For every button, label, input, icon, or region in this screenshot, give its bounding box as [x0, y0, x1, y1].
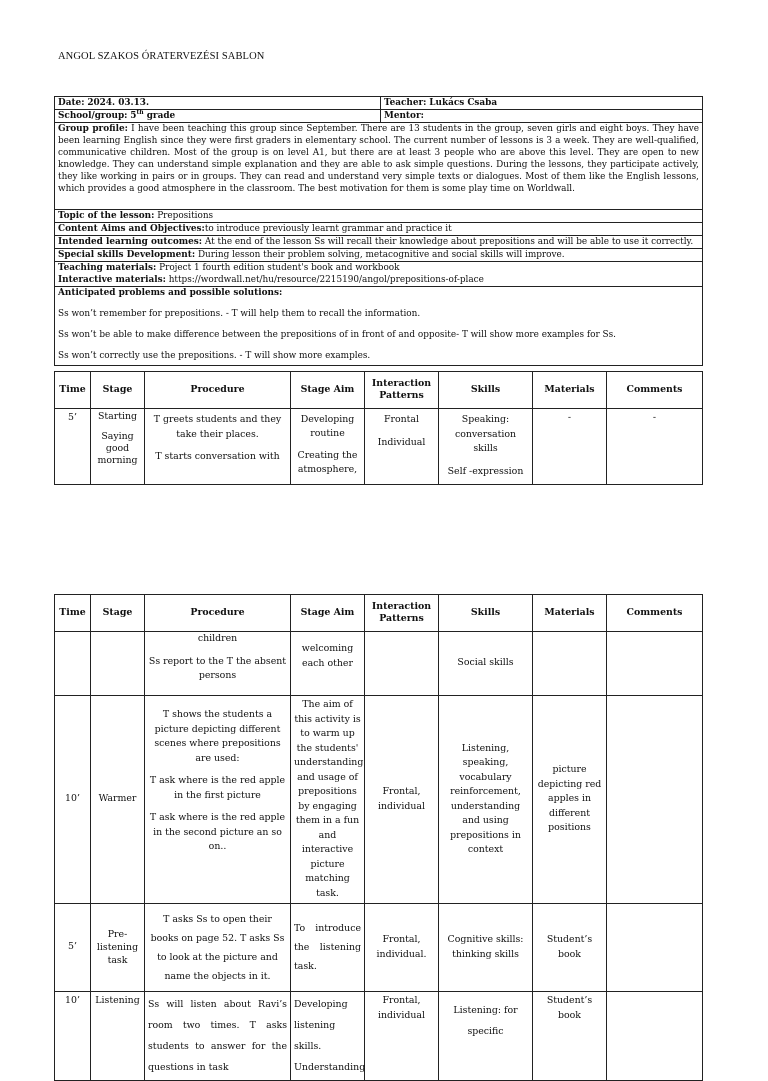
date-value: 2024. 03.13. [87, 98, 150, 108]
header-comments: Comments [607, 595, 703, 632]
cell-materials: picture depicting red apples in different positions [533, 696, 607, 904]
cell-stage-aim: The aim of this activity is to warm up the students' understanding and usage of prepositions by engaging them in a fun and interactive picture matching task. [291, 696, 365, 904]
table-header-row [55, 372, 703, 409]
teaching-materials-value: Project 1 fourth edition student's book and workbook [159, 263, 400, 273]
header-interaction: Interaction Patterns [365, 372, 439, 409]
outcomes-cell [55, 236, 703, 249]
interactive-materials-label: Interactive materials: [58, 275, 166, 285]
header-procedure: Procedure [145, 372, 291, 409]
cell-skills: Listening, speaking, vocabulary reinforcement, understanding and using prepositions in context [439, 696, 533, 904]
school-grade-suffix: th [136, 109, 144, 117]
problem-item: Ss won’t correctly use the prepositions. - T will show more examples. [58, 351, 371, 361]
cell-stage: Warmer [91, 696, 145, 904]
info-row-outcomes [55, 236, 703, 249]
cell-procedure: T asks Ss to open their books on page 52. T asks Ss to look at the picture and name the objects in it. [145, 904, 291, 992]
cell-time [55, 632, 91, 696]
cell-interaction: Frontal, individual [365, 992, 439, 1081]
special-skills-cell [55, 249, 703, 262]
cell-skills: Speaking: conversation skills Self -expression [439, 409, 533, 485]
cell-materials: Student’s book [533, 992, 607, 1081]
table-header-row [55, 595, 703, 632]
date-label: Date: [58, 98, 85, 108]
cell-procedure: Ss will listen about Ravi’s room two times. T asks students to answer for the questions in task [145, 992, 291, 1081]
cell-time: 10’ [55, 992, 91, 1081]
mentor-cell [381, 110, 703, 123]
mentor-label: Mentor: [384, 111, 424, 121]
table-row [55, 992, 703, 1081]
aims-value: to introduce previously learnt grammar and practice it [204, 224, 452, 234]
group-profile-cell [55, 123, 703, 210]
school-grade-word: grade [146, 111, 176, 121]
problems-cell [55, 287, 703, 366]
cell-stage-aim: Developing routine Creating the atmosphere, [291, 409, 365, 485]
school-cell [55, 110, 381, 123]
cell-stage-aim: To introduce the listening task. [291, 904, 365, 992]
cell-interaction: Frontal Individual [365, 409, 439, 485]
cell-stage: Listening [91, 992, 145, 1081]
cell-interaction: Frontal, individual. [365, 904, 439, 992]
table-row [55, 409, 703, 485]
cell-procedure: T shows the students a picture depicting different scenes where prepositions are used: T ask where is the red apple in the first picture T ask where is the red apple in the second picture an so on.. [145, 696, 291, 904]
aims-cell [55, 223, 703, 236]
cell-time: 5’ [55, 904, 91, 992]
aims-label: Content Aims and Objectives: [58, 224, 205, 234]
lesson-plan-table-2 [54, 594, 703, 1081]
outcomes-value: At the end of the lesson Ss will recall their knowledge about prepositions and will be able to use it correctly. [204, 237, 694, 247]
header-skills: Skills [439, 595, 533, 632]
lesson-plan-table-1 [54, 371, 703, 485]
header-materials: Materials [533, 372, 607, 409]
lesson-info-table [54, 96, 703, 366]
header-time: Time [55, 372, 91, 409]
header-stage-aim: Stage Aim [291, 595, 365, 632]
header-comments: Comments [607, 372, 703, 409]
group-profile-label: Group profile: [58, 124, 128, 134]
topic-label: Topic of the lesson: [58, 211, 155, 221]
cell-stage-aim: welcoming each other [291, 632, 365, 696]
info-row-group-profile [55, 123, 703, 210]
special-skills-value: During lesson their problem solving, metacognitive and social skills will improve. [197, 250, 565, 260]
teaching-materials-label: Teaching materials: [58, 263, 157, 273]
header-procedure: Procedure [145, 595, 291, 632]
teacher-label: Teacher: [384, 98, 427, 108]
header-time: Time [55, 595, 91, 632]
group-profile-text: I have been teaching this group since September. There are 13 students in the group, seven girls and eight boys. They have been learning English since they were first graders in elementary school. The current number of lessons is 3 a week. They are well-qualified, communicative children. Most of the group is on level A1, but there are at least 3 people who are above this level. They are open to new knowledge. They can understand simple explanation and they are able to ask simple questions. During the lessons, they participate actively, they like working in pairs or in groups. They can read and understand very simple texts or dialogues. Most of them like the English lessons, which provides a good atmosphere in the classroom. The best motivation for them is some play time on Worldwall. [58, 124, 699, 194]
cell-stage-aim: Developing listening skills. Understanding [291, 992, 365, 1081]
special-skills-label: Special skills Development: [58, 250, 196, 260]
info-row-date [55, 97, 703, 110]
problem-item: Ss won’t be able to make difference between the prepositions of in front of and opposite- T will show more examples for Ss. [58, 330, 616, 340]
header-skills: Skills [439, 372, 533, 409]
cell-time: 10’ [55, 696, 91, 904]
cell-procedure: children Ss report to the T the absent persons [145, 632, 291, 696]
header-interaction: Interaction Patterns [365, 595, 439, 632]
teacher-value: Lukács Csaba [429, 98, 498, 108]
info-row-problems [55, 287, 703, 366]
cell-comments: - [607, 409, 703, 485]
cell-materials [533, 632, 607, 696]
cell-stage [91, 632, 145, 696]
cell-stage: Pre-listening task [91, 904, 145, 992]
cell-interaction: Frontal, individual [365, 696, 439, 904]
info-row-school [55, 110, 703, 123]
cell-materials: Student’s book [533, 904, 607, 992]
cell-comments [607, 632, 703, 696]
cell-comments [607, 992, 703, 1081]
table-row [55, 696, 703, 904]
info-row-topic [55, 210, 703, 223]
interactive-materials-link: https://wordwall.net/hu/resource/2215190/angol/prepositions-of-place [168, 275, 484, 285]
materials-cell [55, 262, 703, 287]
problem-item: Ss won’t remember for prepositions. - T will help them to recall the information. [58, 309, 421, 319]
school-grade-number: 5 [130, 111, 137, 121]
header-stage: Stage [91, 372, 145, 409]
cell-procedure: T greets students and they take their places. T starts conversation with [145, 409, 291, 485]
header-materials: Materials [533, 595, 607, 632]
school-label: School/group: [58, 111, 128, 121]
cell-skills: Cognitive skills: thinking skills [439, 904, 533, 992]
cell-comments [607, 696, 703, 904]
cell-time: 5’ [55, 409, 91, 485]
cell-skills: Social skills [439, 632, 533, 696]
outcomes-label: Intended learning outcomes: [58, 237, 203, 247]
date-cell [55, 97, 381, 110]
cell-comments [607, 904, 703, 992]
header-stage: Stage [91, 595, 145, 632]
table-row [55, 904, 703, 992]
cell-skills: Listening: for specific [439, 992, 533, 1081]
info-row-aims [55, 223, 703, 236]
topic-value: Prepositions [157, 211, 214, 221]
info-row-special-skills [55, 249, 703, 262]
cell-interaction [365, 632, 439, 696]
info-row-materials [55, 262, 703, 287]
header-stage-aim: Stage Aim [291, 372, 365, 409]
cell-materials: - [533, 409, 607, 485]
problems-label: Anticipated problems and possible solutions: [58, 288, 283, 298]
table-row [55, 632, 703, 696]
topic-cell [55, 210, 703, 223]
cell-stage: Starting Saying good morning [91, 409, 145, 485]
document-title: ANGOL SZAKOS ÓRATERVEZÉSI SABLON [58, 51, 265, 62]
teacher-cell [381, 97, 703, 110]
